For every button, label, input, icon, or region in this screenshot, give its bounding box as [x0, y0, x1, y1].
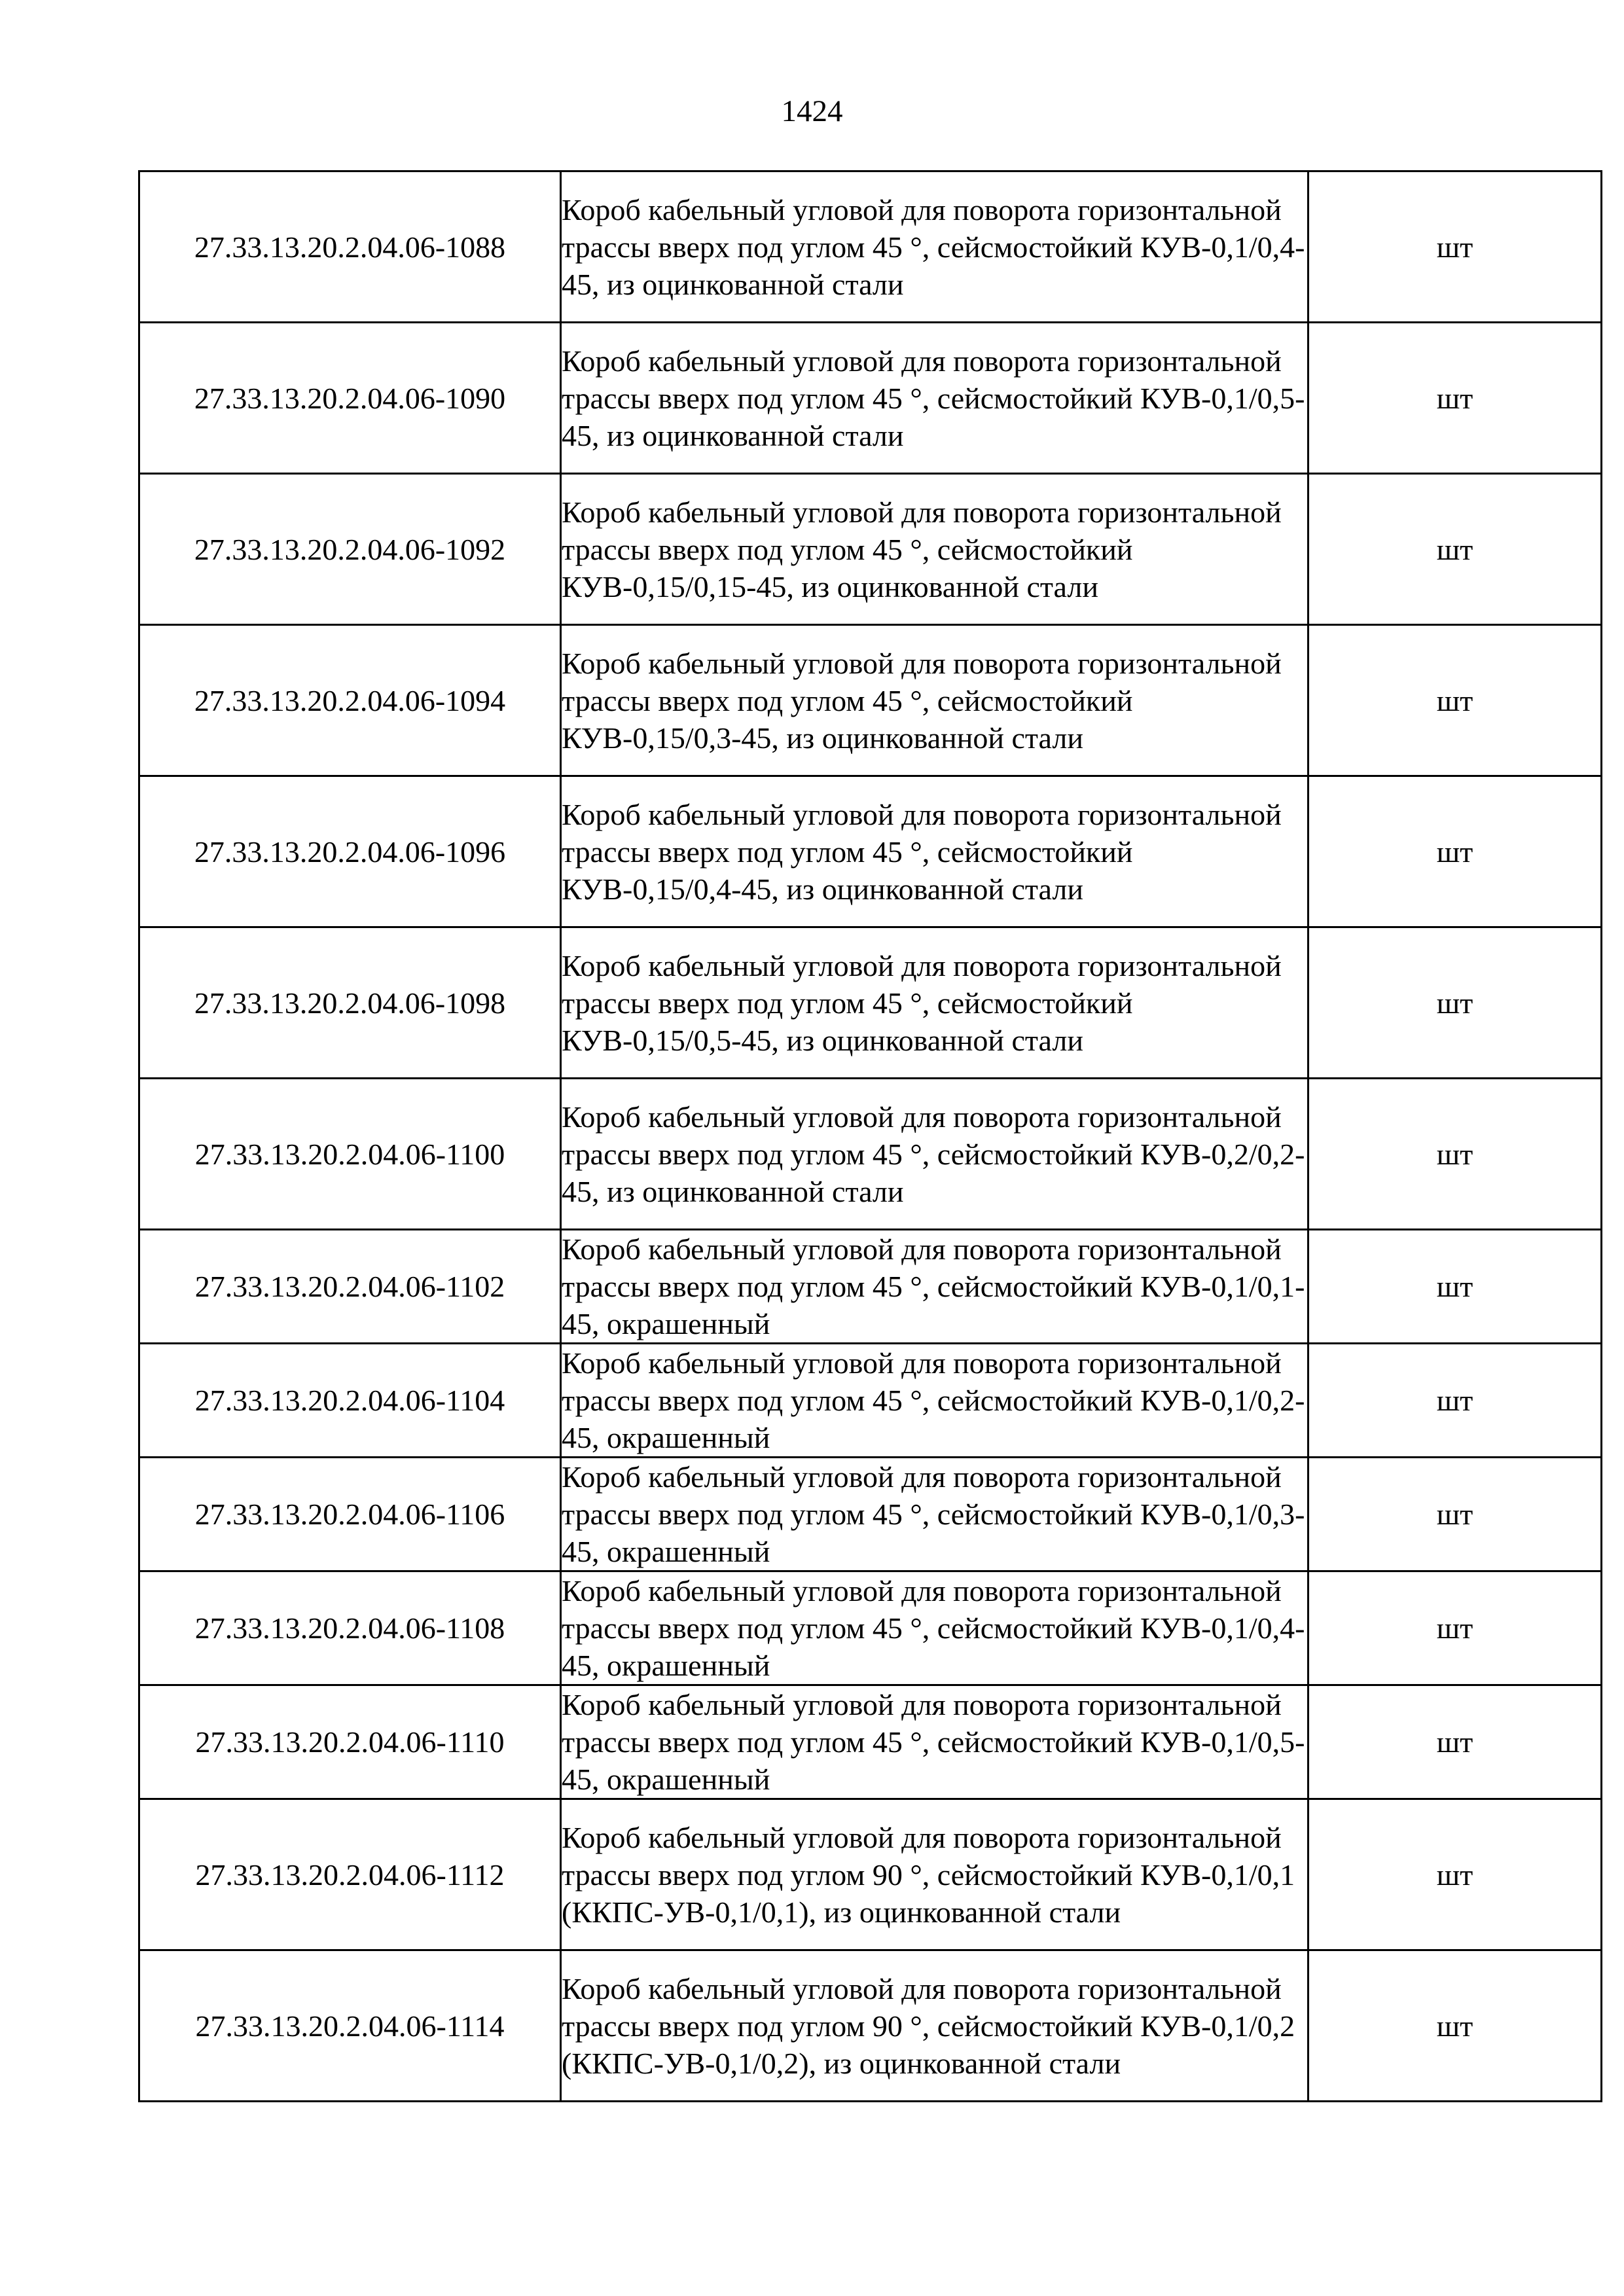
- resource-description: Короб кабельный угловой для поворота горизонтальной трассы вверх под углом 45 °, сейсмостойкий КУВ-0,1/0,1-45, окрашенный: [561, 1230, 1308, 1344]
- resource-code: 27.33.13.20.2.04.06-1104: [139, 1344, 561, 1458]
- unit-of-measure: шт: [1308, 474, 1602, 625]
- unit-of-measure: шт: [1308, 1344, 1602, 1458]
- unit-of-measure: шт: [1308, 1950, 1602, 2102]
- resource-code: 27.33.13.20.2.04.06-1114: [139, 1950, 561, 2102]
- unit-of-measure: шт: [1308, 1685, 1602, 1799]
- resource-code: 27.33.13.20.2.04.06-1090: [139, 323, 561, 474]
- resource-code: 27.33.13.20.2.04.06-1088: [139, 171, 561, 323]
- resource-code: 27.33.13.20.2.04.06-1092: [139, 474, 561, 625]
- resource-code: 27.33.13.20.2.04.06-1108: [139, 1571, 561, 1685]
- table-row: [139, 323, 1602, 474]
- resource-description: Короб кабельный угловой для поворота горизонтальной трассы вверх под углом 45 °, сейсмостойкий КУВ-0,15/0,4-45, из оцинкованной стали: [561, 776, 1308, 927]
- resource-description: Короб кабельный угловой для поворота горизонтальной трассы вверх под углом 45 °, сейсмостойкий КУВ-0,15/0,15-45, из оцинкованной стали: [561, 474, 1308, 625]
- unit-of-measure: шт: [1308, 323, 1602, 474]
- table-row: [139, 1344, 1602, 1458]
- resource-description: Короб кабельный угловой для поворота горизонтальной трассы вверх под углом 45 °, сейсмостойкий КУВ-0,1/0,4-45, из оцинкованной стали: [561, 171, 1308, 323]
- unit-of-measure: шт: [1308, 625, 1602, 776]
- resource-description: Короб кабельный угловой для поворота горизонтальной трассы вверх под углом 45 °, сейсмостойкий КУВ-0,15/0,5-45, из оцинкованной стали: [561, 927, 1308, 1079]
- unit-of-measure: шт: [1308, 776, 1602, 927]
- resource-description: Короб кабельный угловой для поворота горизонтальной трассы вверх под углом 45 °, сейсмостойкий КУВ-0,1/0,5-45, из оцинкованной стали: [561, 323, 1308, 474]
- table-row: [139, 1685, 1602, 1799]
- resource-description: Короб кабельный угловой для поворота горизонтальной трассы вверх под углом 90 °, сейсмостойкий КУВ-0,1/0,1 (ККПС-УВ-0,1/0,1), из оцинкованной стали: [561, 1799, 1308, 1950]
- table-row: [139, 171, 1602, 323]
- unit-of-measure: шт: [1308, 1079, 1602, 1230]
- resource-code: 27.33.13.20.2.04.06-1110: [139, 1685, 561, 1799]
- unit-of-measure: шт: [1308, 171, 1602, 323]
- resource-code: 27.33.13.20.2.04.06-1094: [139, 625, 561, 776]
- resource-description: Короб кабельный угловой для поворота горизонтальной трассы вверх под углом 45 °, сейсмостойкий КУВ-0,1/0,3-45, окрашенный: [561, 1458, 1308, 1571]
- resource-description: Короб кабельный угловой для поворота горизонтальной трассы вверх под углом 45 °, сейсмостойкий КУВ-0,1/0,5-45, окрашенный: [561, 1685, 1308, 1799]
- resource-description: Короб кабельный угловой для поворота горизонтальной трассы вверх под углом 90 °, сейсмостойкий КУВ-0,1/0,2 (ККПС-УВ-0,1/0,2), из оцинкованной стали: [561, 1950, 1308, 2102]
- resource-description: Короб кабельный угловой для поворота горизонтальной трассы вверх под углом 45 °, сейсмостойкий КУВ-0,2/0,2-45, из оцинкованной стали: [561, 1079, 1308, 1230]
- unit-of-measure: шт: [1308, 1799, 1602, 1950]
- resource-code: 27.33.13.20.2.04.06-1102: [139, 1230, 561, 1344]
- table-row: [139, 1950, 1602, 2102]
- page-number: 1424: [781, 94, 843, 128]
- table-row: [139, 1458, 1602, 1571]
- table-row: [139, 1230, 1602, 1344]
- resource-description: Короб кабельный угловой для поворота горизонтальной трассы вверх под углом 45 °, сейсмостойкий КУВ-0,15/0,3-45, из оцинкованной стали: [561, 625, 1308, 776]
- table-row: [139, 1799, 1602, 1950]
- table-row: [139, 776, 1602, 927]
- table-row: [139, 1079, 1602, 1230]
- resource-code: 27.33.13.20.2.04.06-1096: [139, 776, 561, 927]
- resource-code: 27.33.13.20.2.04.06-1100: [139, 1079, 561, 1230]
- table-row: [139, 474, 1602, 625]
- table-row: [139, 1571, 1602, 1685]
- unit-of-measure: шт: [1308, 1230, 1602, 1344]
- table-row: [139, 927, 1602, 1079]
- table-row: [139, 625, 1602, 776]
- resource-code: 27.33.13.20.2.04.06-1112: [139, 1799, 561, 1950]
- unit-of-measure: шт: [1308, 1571, 1602, 1685]
- resource-code-table: [138, 170, 1602, 2102]
- resource-code: 27.33.13.20.2.04.06-1098: [139, 927, 561, 1079]
- unit-of-measure: шт: [1308, 927, 1602, 1079]
- resource-description: Короб кабельный угловой для поворота горизонтальной трассы вверх под углом 45 °, сейсмостойкий КУВ-0,1/0,4-45, окрашенный: [561, 1571, 1308, 1685]
- resource-description: Короб кабельный угловой для поворота горизонтальной трассы вверх под углом 45 °, сейсмостойкий КУВ-0,1/0,2-45, окрашенный: [561, 1344, 1308, 1458]
- resource-code: 27.33.13.20.2.04.06-1106: [139, 1458, 561, 1571]
- unit-of-measure: шт: [1308, 1458, 1602, 1571]
